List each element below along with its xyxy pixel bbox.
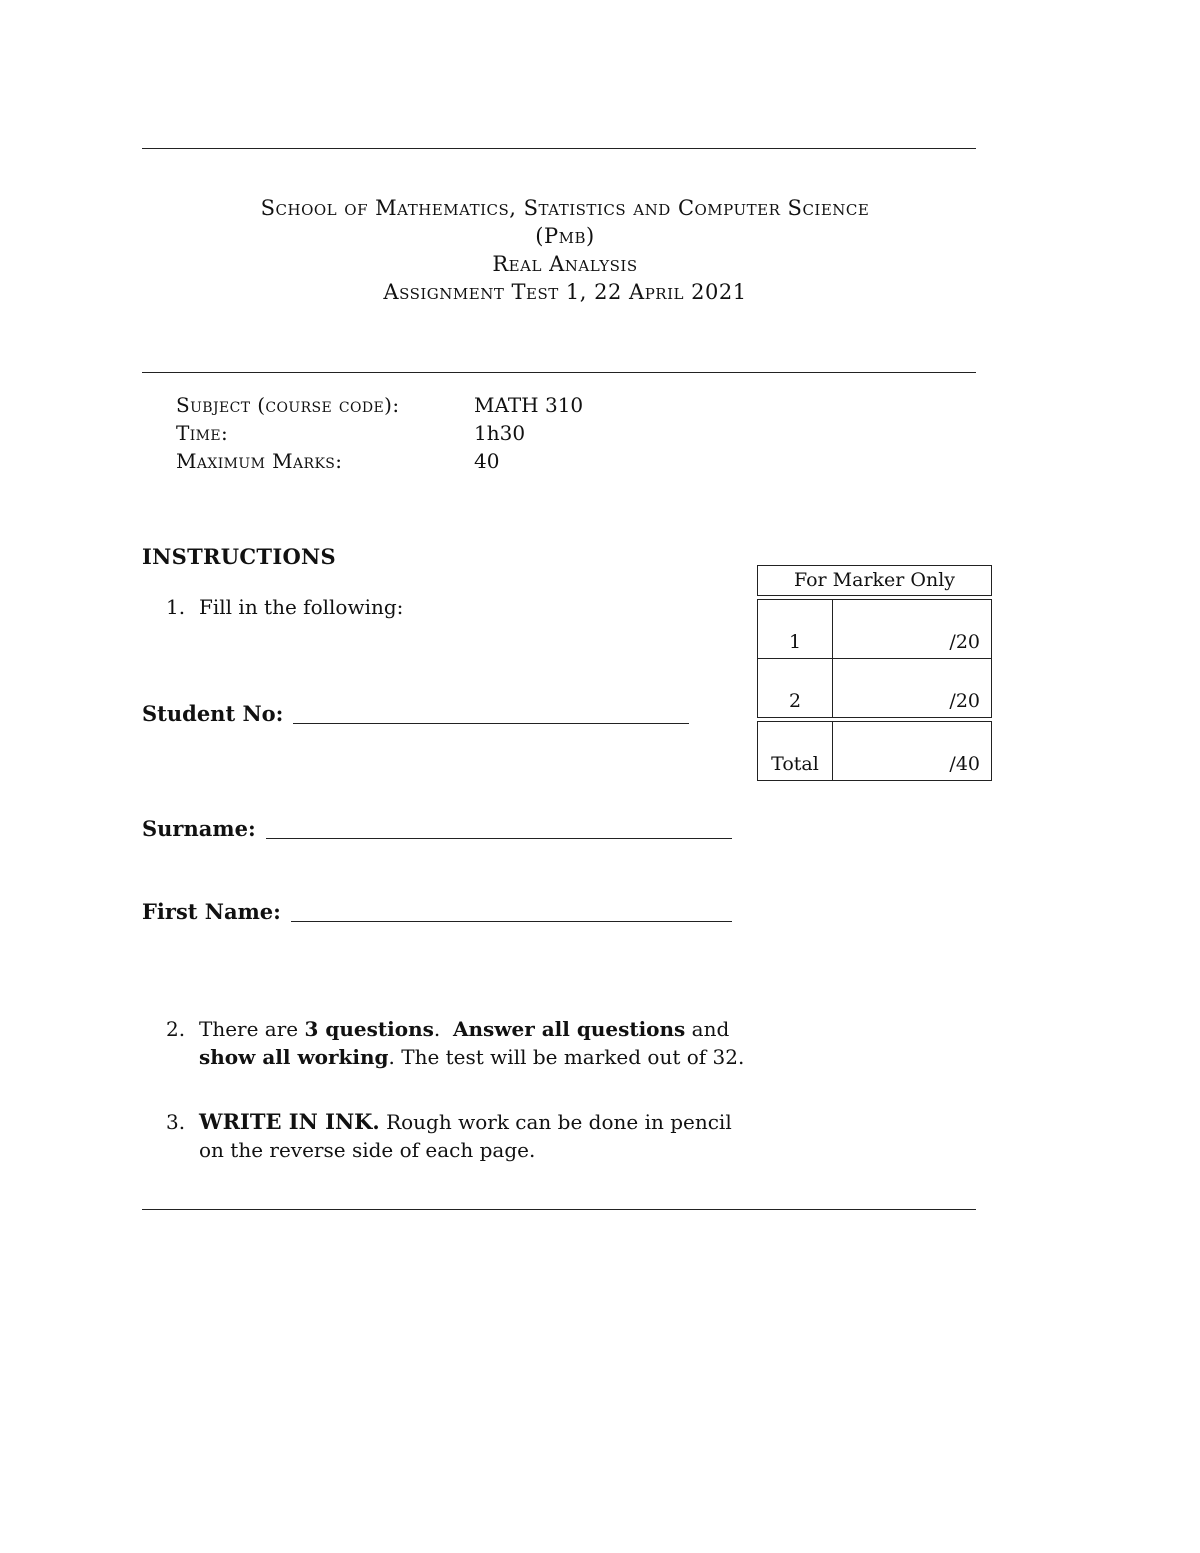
surname-label: Surname: bbox=[142, 816, 256, 841]
total-marks: /40 bbox=[949, 753, 980, 775]
course-title: Real Analysis bbox=[492, 252, 638, 276]
time-value: 1h30 bbox=[474, 421, 526, 445]
surname-blank[interactable] bbox=[266, 818, 732, 839]
item-number: 1. bbox=[166, 595, 186, 619]
student-no-blank[interactable] bbox=[293, 703, 689, 724]
subject-row bbox=[176, 391, 583, 419]
time-row bbox=[176, 419, 583, 447]
marker-table-questions bbox=[757, 599, 992, 718]
school-name: School of Mathematics, Statistics and Computer Science bbox=[260, 196, 870, 220]
question-number: 1 bbox=[758, 600, 833, 658]
item-number: 2. bbox=[166, 1017, 186, 1041]
emphasis: WRITE IN INK. bbox=[199, 1109, 380, 1134]
text-span: and bbox=[685, 1017, 730, 1041]
max-marks-label: Maximum Marks: bbox=[176, 449, 343, 473]
top-rule bbox=[142, 148, 976, 149]
subject-label: Subject (course code): bbox=[176, 393, 400, 417]
subject-value: MATH 310 bbox=[474, 393, 584, 417]
assessment-title: Assignment Test 1, 22 April 2021 bbox=[383, 280, 747, 304]
instructions-heading: INSTRUCTIONS bbox=[142, 544, 336, 569]
total-label: Total bbox=[758, 722, 833, 780]
item-text bbox=[199, 1015, 744, 1071]
item-line: on the reverse side of each page. bbox=[199, 1138, 536, 1162]
question-marks: /20 bbox=[949, 690, 980, 712]
text-span: Rough work can be done in pencil bbox=[379, 1110, 732, 1134]
item-line bbox=[199, 1108, 732, 1136]
marker-row bbox=[758, 600, 991, 658]
first-name-blank[interactable] bbox=[291, 901, 732, 922]
item-line bbox=[199, 1015, 744, 1043]
item-text: Fill in the following: bbox=[199, 595, 404, 619]
item-line bbox=[199, 1043, 744, 1071]
emphasis: 3 questions bbox=[304, 1017, 434, 1041]
marker-total-row bbox=[758, 722, 991, 780]
campus: (Pmb) bbox=[535, 224, 595, 248]
text-span: There are bbox=[199, 1017, 305, 1041]
document-header bbox=[142, 194, 988, 306]
student-no-label: Student No: bbox=[142, 701, 284, 726]
marker-table-title: For Marker Only bbox=[757, 565, 992, 596]
student-no-field bbox=[142, 701, 689, 726]
subject-info bbox=[176, 391, 583, 475]
emphasis: show all working bbox=[199, 1045, 389, 1069]
first-name-field bbox=[142, 899, 732, 924]
text-span: . The test will be marked out of 32. bbox=[388, 1045, 745, 1069]
item-number: 3. bbox=[166, 1110, 186, 1134]
first-name-label: First Name: bbox=[142, 899, 281, 924]
question-marks: /20 bbox=[949, 631, 980, 653]
emphasis: Answer all questions bbox=[452, 1017, 686, 1041]
max-marks-value: 40 bbox=[474, 449, 500, 473]
marker-table-total bbox=[757, 721, 992, 781]
bottom-rule bbox=[142, 1209, 976, 1210]
header-rule bbox=[142, 372, 976, 373]
question-number: 2 bbox=[758, 659, 833, 717]
max-marks-row bbox=[176, 447, 583, 475]
marker-row bbox=[758, 658, 991, 717]
text-span: . bbox=[433, 1017, 453, 1041]
time-label: Time: bbox=[176, 421, 229, 445]
item-text bbox=[199, 1108, 732, 1164]
surname-field bbox=[142, 816, 732, 841]
